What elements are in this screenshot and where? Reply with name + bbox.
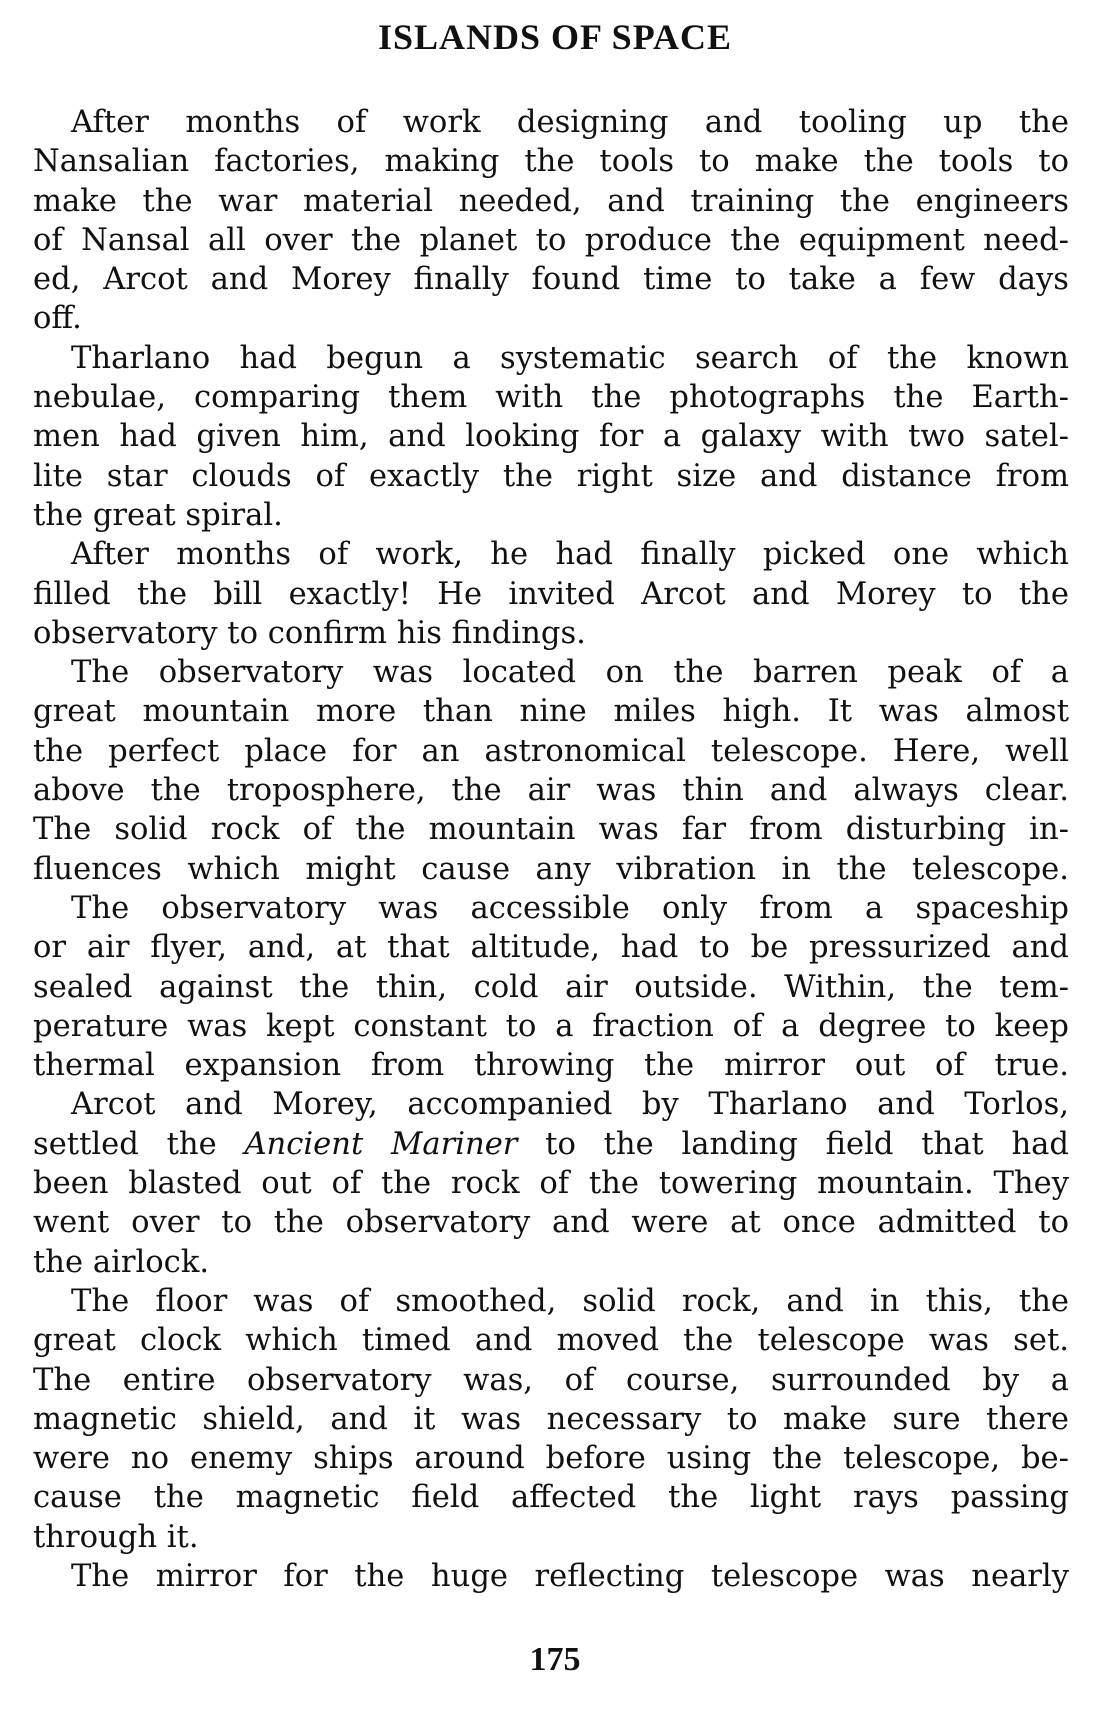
text-line: lite star clouds of exactly the right size and distance from xyxy=(33,458,1069,494)
running-head: ISLANDS OF SPACE xyxy=(377,17,733,57)
text-line: Nansalian factories, making the tools to make the tools to xyxy=(33,144,1069,180)
paragraph-5 xyxy=(33,889,1069,1085)
text-line: make the war material needed, and training the engineers xyxy=(33,183,1069,219)
text-fragment: settled the xyxy=(33,1126,245,1162)
body-text xyxy=(33,103,1069,1596)
paragraph-3 xyxy=(33,535,1069,653)
text-line: Arcot and Morey, accompanied by Tharlano and Torlos, xyxy=(71,1087,1069,1123)
text-line: After months of work designing and tooling up the xyxy=(71,105,1069,140)
paragraph-8 xyxy=(33,1557,1069,1596)
text-line: nebulae, comparing them with the photographs the Earth- xyxy=(33,380,1069,416)
text-line: the great spiral. xyxy=(33,497,283,533)
text-line: perature was kept constant to a fraction of a degree to keep xyxy=(33,1008,1069,1044)
text-line: great mountain more than nine miles high. It was almost xyxy=(33,694,1069,730)
text-line: ed, Arcot and Morey finally found time to take a few days xyxy=(33,262,1069,298)
text-line: of Nansal all over the planet to produce the equipment need- xyxy=(33,222,1069,258)
text-line: observatory to confirm his findings. xyxy=(33,615,586,651)
text-line: went over to the observatory and were at once admitted to xyxy=(33,1205,1069,1241)
text-line: the airlock. xyxy=(33,1244,210,1280)
text-line: been blasted out of the rock of the towering mountain. They xyxy=(33,1166,1069,1202)
text-line: sealed against the thin, cold air outside. Within, the tem- xyxy=(33,969,1069,1005)
text-line-with-ship-name xyxy=(33,1125,1069,1164)
text-line: fluences which might cause any vibration in the telescope. xyxy=(33,851,1069,887)
text-line: men had given him, and looking for a galaxy with two satel- xyxy=(33,419,1069,455)
paragraph-7 xyxy=(33,1282,1069,1557)
page-number: 175 xyxy=(529,1641,581,1678)
ship-name-italic: Ancient Mariner xyxy=(244,1126,518,1162)
text-line: off. xyxy=(33,301,82,337)
text-line: great clock which timed and moved the telescope was set. xyxy=(33,1323,1069,1359)
text-line: thermal expansion from throwing the mirror out of true. xyxy=(33,1048,1069,1084)
text-line: The solid rock of the mountain was far from disturbing in- xyxy=(33,812,1069,848)
paragraph-2 xyxy=(33,339,1069,535)
text-line: filled the bill exactly! He invited Arcot and Morey to the xyxy=(33,576,1069,612)
text-line: After months of work, he had finally picked one which xyxy=(71,537,1069,573)
text-line: through it. xyxy=(33,1519,199,1555)
text-line: The observatory was located on the barren peak of a xyxy=(71,655,1069,691)
text-line: or air flyer, and, at that altitude, had to be pressurized and xyxy=(33,930,1069,966)
text-line: magnetic shield, and it was necessary to make sure there xyxy=(33,1401,1069,1437)
text-fragment: to the landing field that had xyxy=(517,1126,1069,1162)
paragraph-4 xyxy=(33,653,1069,889)
text-line: The mirror for the huge reflecting telescope was nearly xyxy=(71,1558,1069,1594)
text-line: The entire observatory was, of course, surrounded by a xyxy=(33,1362,1069,1398)
text-line: were no enemy ships around before using the telescope, be- xyxy=(33,1441,1069,1477)
text-line: above the troposphere, the air was thin and always clear. xyxy=(33,773,1069,809)
text-line: The floor was of smoothed, solid rock, and in this, the xyxy=(71,1283,1069,1319)
text-line: The observatory was accessible only from a spaceship xyxy=(71,890,1069,926)
text-line: cause the magnetic field affected the light rays passing xyxy=(33,1480,1069,1516)
paragraph-6 xyxy=(33,1085,1069,1281)
paragraph-1 xyxy=(33,103,1069,339)
text-line: the perfect place for an astronomical telescope. Here, well xyxy=(33,733,1069,769)
text-line: Tharlano had begun a systematic search of the known xyxy=(71,340,1069,376)
